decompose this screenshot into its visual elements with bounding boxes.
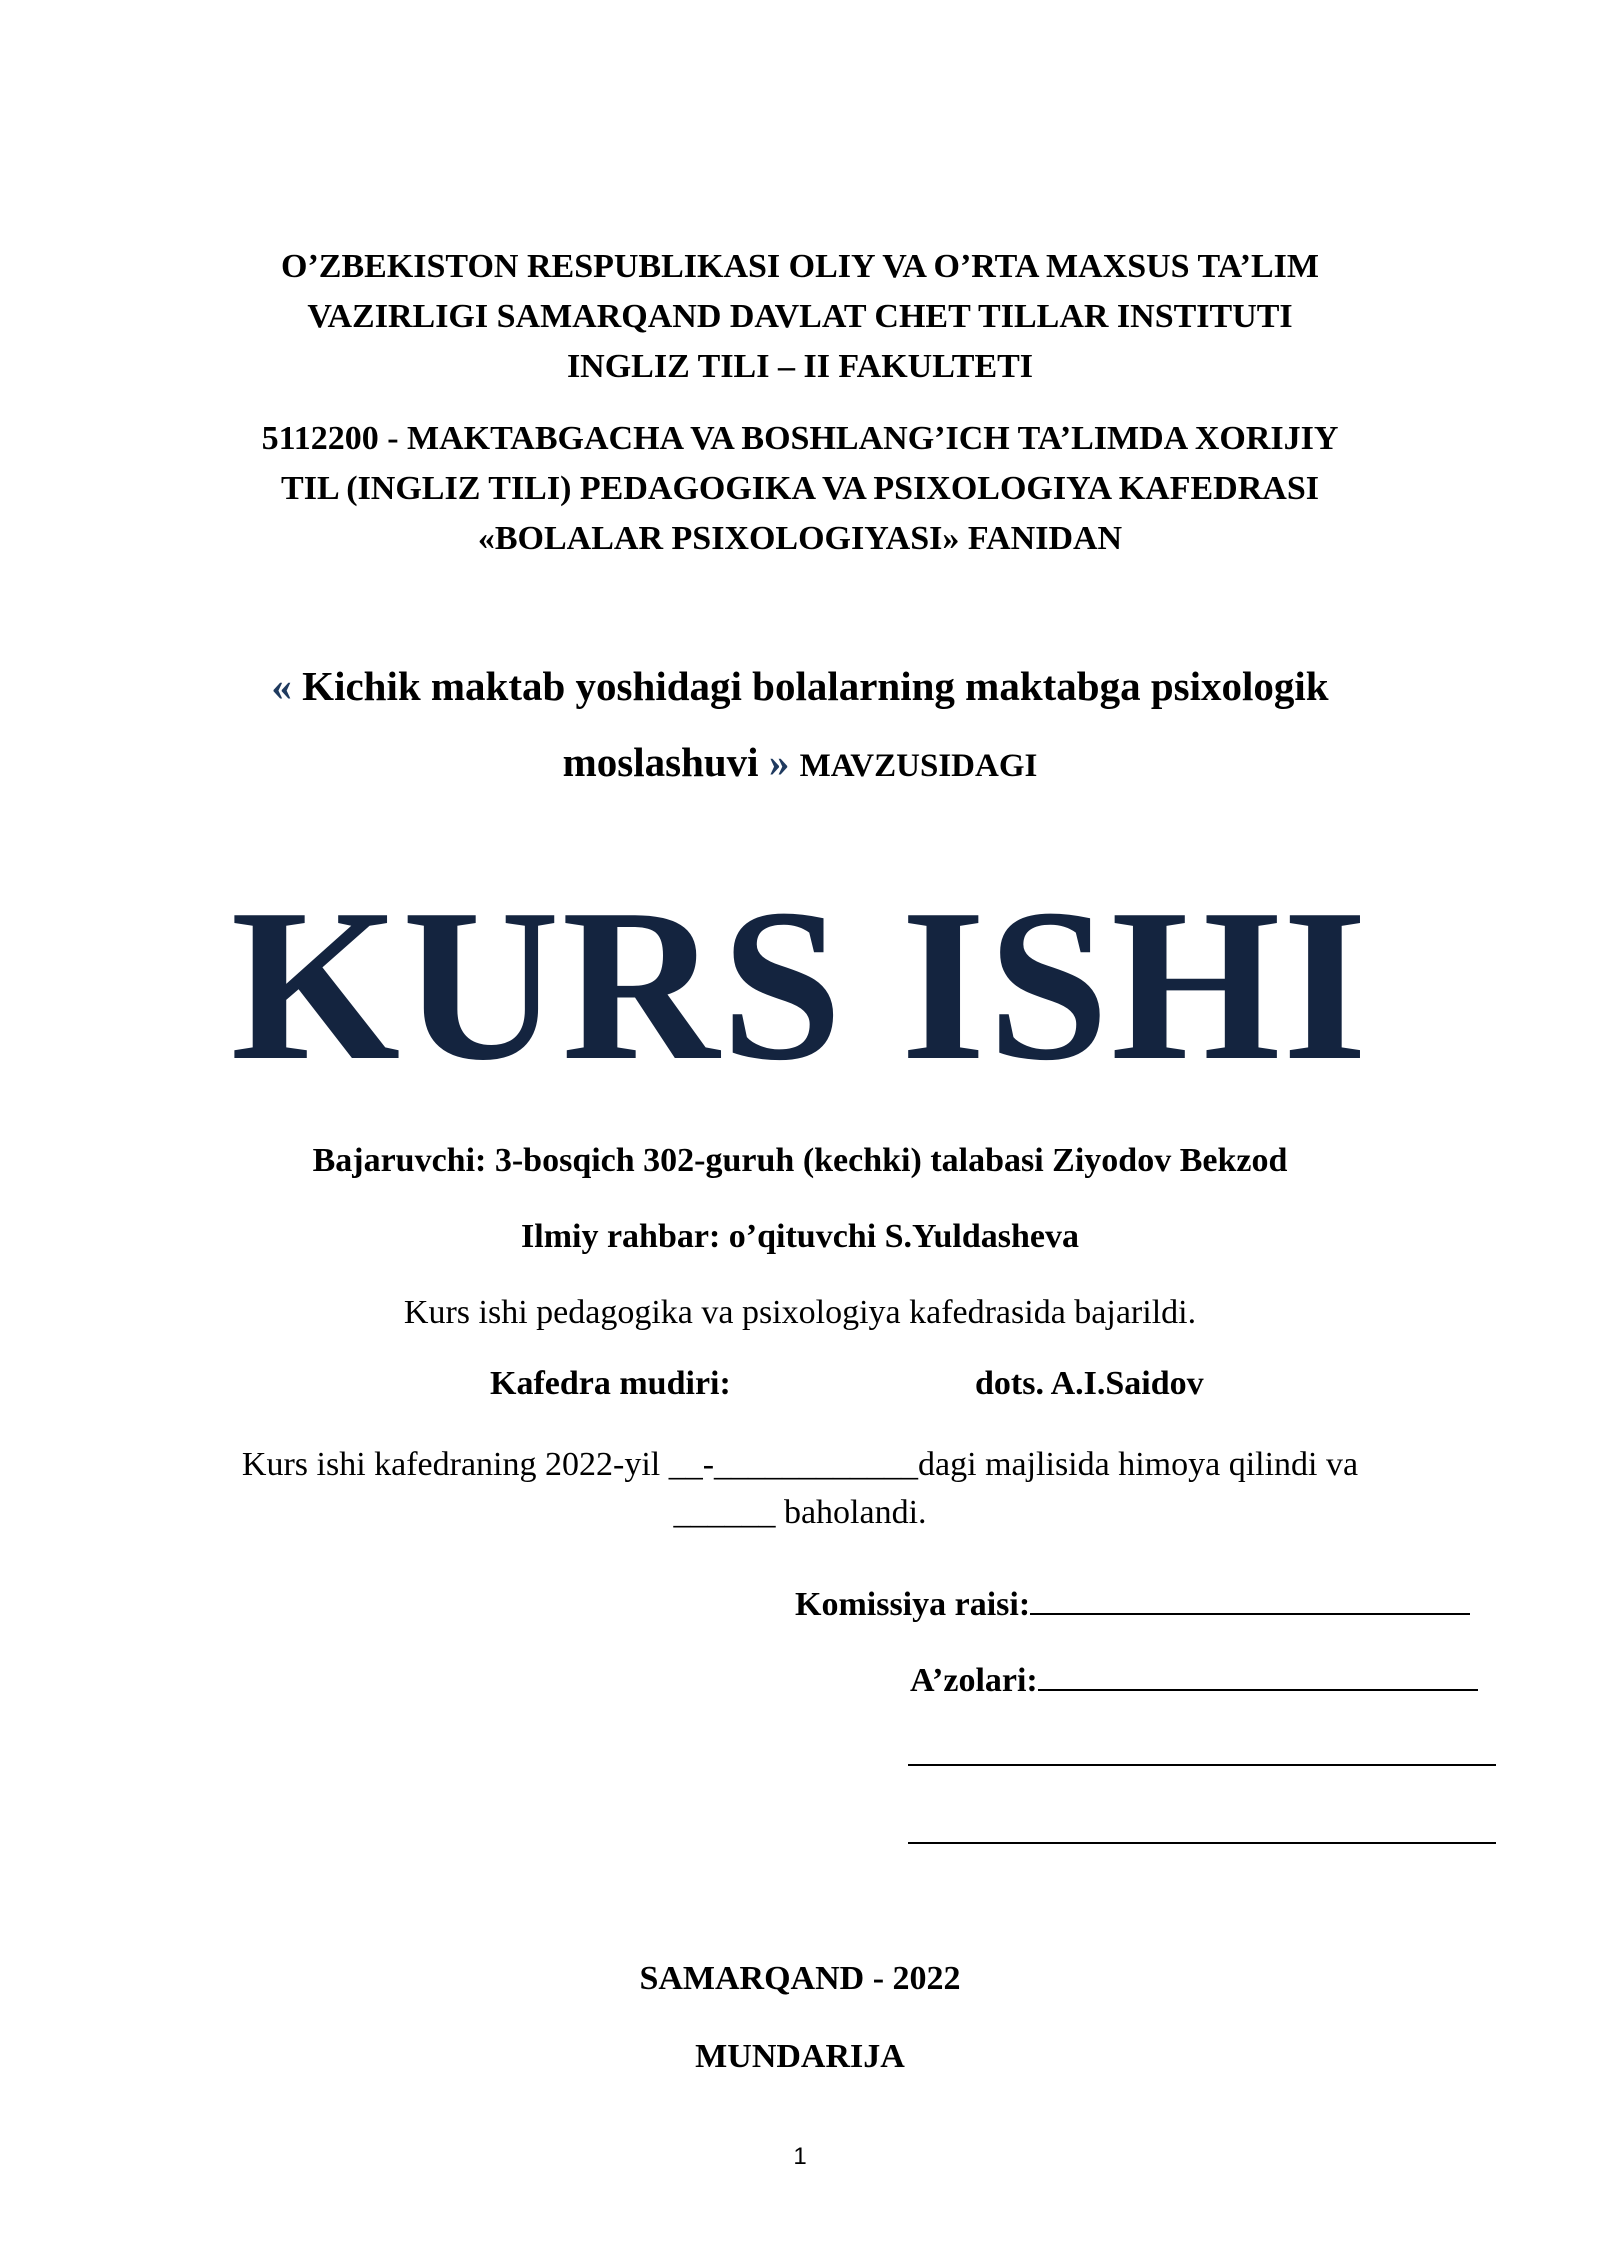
defense-note [200,1441,1400,1537]
contents-heading: MUNDARIJA [695,2038,905,2075]
institution-line-3: INGLIZ TILI – II FAKULTETI [566,348,1034,385]
performer-line: Bajaruvchi: 3-bosqich 302-guruh (kechki) talabasi Ziyodov Bekzod [312,1142,1288,1179]
commission-chair-signature-line [1030,1577,1470,1615]
city-year: SAMARQAND - 2022 [639,1960,961,1997]
department-line-2: TIL (INGLIZ TILI) PEDAGOGIKA VA PSIXOLOGIYA KAFEDRASI [281,470,1319,507]
member-signature-line-3 [908,1842,1496,1844]
completed-note: Kurs ishi pedagogika va psixologiya kafedrasida bajarildi. [403,1294,1197,1331]
head-of-dept-name: dots. A.I.Saidov [975,1365,1204,1402]
page-number: 1 [793,2143,807,2170]
topic-text-1: Kichik maktab yoshidagi bolalarning maktabga psixologik [302,663,1329,709]
close-quote: » [768,739,790,785]
topic-line-1 [200,648,1400,724]
open-quote: « [271,663,292,709]
commission-members-label: A’zolari: [910,1662,1038,1699]
topic-title [200,648,1400,804]
commission-chair-label: Komissiya raisi: [795,1586,1031,1623]
document-type-title: KURS ISHI [230,865,1370,1106]
commission-members-signature-line [1038,1653,1478,1691]
member-signature-line-2 [908,1764,1496,1766]
topic-line-2 [200,724,1400,804]
institution-line-2: VAZIRLIGI SAMARQAND DAVLAT CHET TILLAR INSTITUTI [307,298,1293,335]
topic-text-2: moslashuvi [562,739,759,785]
head-of-dept-label: Kafedra mudiri: [490,1365,731,1402]
defense-note-line-2: ______ baholandi. [673,1494,927,1531]
department-header [200,414,1400,564]
department-line-1: 5112200 - MAKTABGACHA VA BOSHLANG’ICH TA’LIMDA XORIJIY [261,420,1339,457]
department-line-3: «BOLALAR PSIXOLOGIYASI» FANIDAN [477,520,1123,557]
institution-header [200,242,1400,392]
commission-members-row [910,1653,1478,1700]
topic-suffix: MAVZUSIDAGI [799,748,1038,784]
institution-line-1: O’ZBEKISTON RESPUBLIKASI OLIY VA O’RTA MAXSUS TA’LIM [281,248,1319,285]
defense-note-line-1: Kurs ishi kafedraning 2022-yil __-____________dagi majlisida himoya qilindi va [241,1446,1359,1483]
supervisor-line: Ilmiy rahbar: o’qituvchi S.Yuldasheva [521,1218,1079,1255]
commission-chair-row [795,1577,1470,1624]
